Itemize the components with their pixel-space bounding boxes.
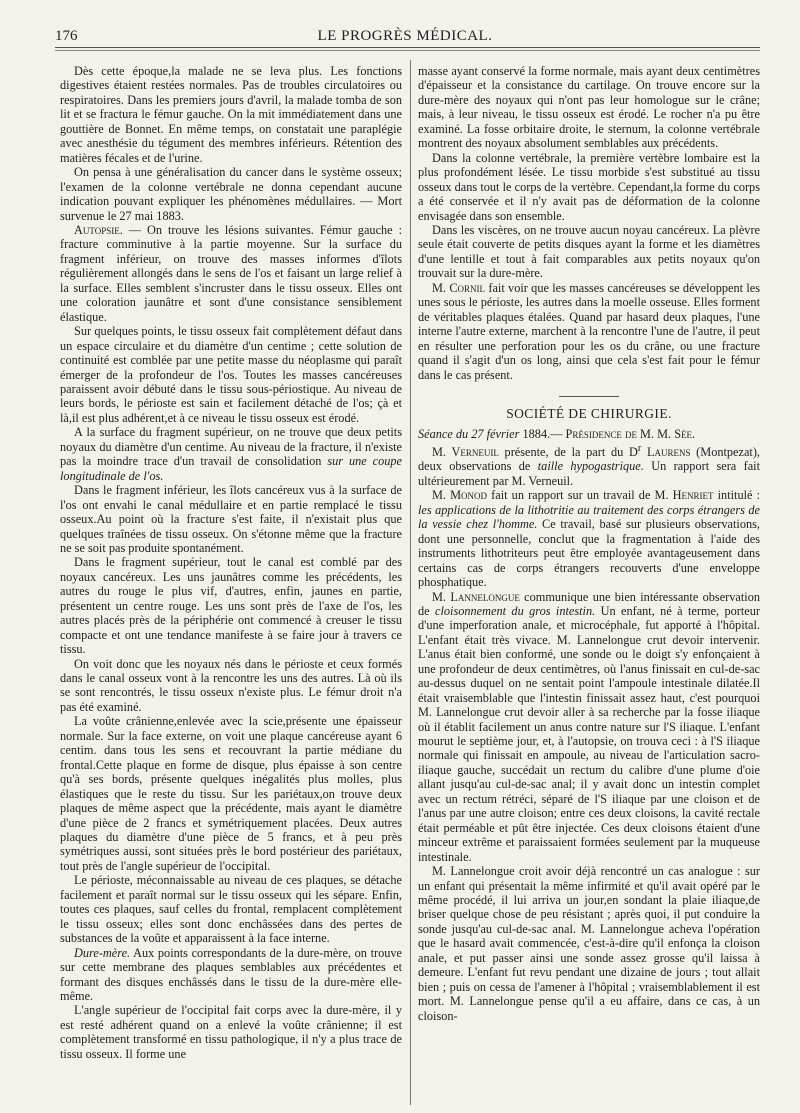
header-rule [55, 47, 760, 48]
paragraph: L'angle supérieur de l'occipital fait corps avec la dure-mère, il y est resté adhérent quand on a enlevé la voûte crânienne; il est complètement transformé en tissu pathologique, il n'y a plus trace de tissu osseux. Il forme une [60, 1003, 402, 1061]
left-column [60, 64, 402, 1104]
paragraph: Le périoste, méconnaissable au niveau de ces plaques, se détache facilement et paraît normal sur le tissu osseux qui les sépare. Enfin, toutes ces plaques, sauf celles du frontal, remplacent complètement le tissu osseux; elles sont donc enchâssées dans des pertes de substances de la voûte et apparaissent à la face interne. [60, 873, 402, 946]
paragraph: On voit donc que les noyaux nés dans le périoste et ceux formés dans le canal osseux vont à la rencontre les uns des autres. Là où ils se sont rencontrés, le tissu osseux n'existe plus. Le fémur droit n'a pas été examiné. [60, 656, 402, 714]
speaker-name: Henriet [672, 488, 714, 503]
italic-text: sur une coupe longitudinale de l'os. [60, 454, 402, 483]
paragraph: Dans le fragment inférieur, les îlots cancéreux vus à la surface de l'os ont envahi le canal médullaire et en partie remplacé le tissu osseux.Au point où la fracture s'est faite, il n'existait plus que quelques traînées de tissu osseux. On s'étonne même que la fracture ne se soit pas produite spontanément. [60, 483, 402, 555]
dure-mere-label: Dure-mère. [74, 945, 131, 960]
paragraph: Sur quelques points, le tissu osseux fait complètement défaut dans un espace circulaire et du diamètre d'un centime ; cette solution de continuité est comblée par une petite masse du néoplasme qui paraît émerger de la profondeur de l'os. Toutes les masses cancéreuses paraissent avoir débuté dans le tissu sous-périostique. Au niveau de leurs bords, le périoste est sain et facilement détaché de l'os; çà et là,il est plus adhérent,et à ce niveau le tissu osseux est érodé. [60, 324, 402, 425]
speaker-name: M. Verneuil [432, 444, 499, 459]
paragraph-monod [418, 488, 760, 589]
header-rule-thin [55, 50, 760, 51]
paragraph: Dans les viscères, on ne trouve aucun noyau cancéreux. La plèvre seule était couverte de petits disques ayant la forme et les diamètres d'une lentille et tout à fait comparables aux petits noyaux qu'on trouvait sur la dure-mère. [418, 222, 760, 281]
paragraph-text: fait voir que les masses cancéreuses se développent les unes sous le périoste, les autres dans la moelle osseuse. Elles forment de véritables plaques étalées. Quand par hasard deux plaques, l'une interne l'autre externe, marchent à la rencontre l'une de l'autre, il peut en résulter une perforation pour les os du crâne, ou une fracture quand il s'agit d'un os long, ainsi que cela s'est fait pour le fémur dans le cas présent. [418, 280, 760, 382]
paragraph-cornil [418, 281, 760, 382]
seance-line [418, 427, 760, 441]
seance-date: Séance du 27 février [418, 427, 520, 442]
paragraph-verneuil [418, 442, 760, 488]
speaker-name: M. Cornil [432, 280, 486, 295]
paragraph: On pensa à une généralisation du cancer dans le système osseux; l'examen de la colonne vertébrale ne donna cependant aucune indication pouvant expliquer les phénomènes médullaires. — Mort survenue le 27 mai 1883. [60, 165, 402, 223]
italic-text: cloisonnement du gros intestin. [435, 603, 596, 618]
column-separator [410, 60, 411, 1105]
paragraph: Dans le fragment supérieur, tout le canal est comblé par des noyaux cancéreux. Les uns jaunâtres comme les précédents, les autres du rouge le plus vif, d'autres, enfin, jaunes en partie, présentent un centre rouge. Les uns sont près de l'axe de l'os, les autres placés près de la périphérie ont commencé à creuser le tissu compacte et ont une tendance manifeste à se faire jour à travers ce tissu. [60, 555, 402, 657]
speaker-name: Laurens [641, 444, 691, 459]
paragraph-text: Un rapport sera fait ultérieurement par M. Verneuil. [418, 459, 760, 488]
section-divider [559, 396, 619, 397]
paragraph: Dès cette époque,la malade ne se leva plus. Les fonctions digestives étaient restées normales. Pas de troubles circulatoires ou respiratoires. Dans les premiers jours d'avril, la malade tomba de son lit et se fractura le fémur gauche. On la mit immédiatement dans une gouttière de Bonnet. En même temps, on constatait une paraplégie avec anesthésie du tégument des membres inférieurs. Rétention des matières fécales et de l'urine. [60, 64, 402, 165]
page-number: 176 [55, 28, 78, 44]
paragraph [60, 425, 402, 483]
section-title: SOCIÉTÉ DE CHIRURGIE. [506, 405, 672, 421]
paragraph-text: (Montpezat), deux observations de [418, 444, 760, 474]
paragraph: masse ayant conservé la forme normale, mais ayant deux centimètres d'épaisseur et la consistance du cartilage. On trouve encore sur la dure-mère des noyaux qui n'ont pas leur homologue sur le crâne; mais, à leur niveau, le tissu osseux est érodé. Le rocher n'a pu être examiné. La fosse orbitaire droite, le sternum, la colonne vertébrale montrent des noyaux absolument semblables aux précédents. [418, 64, 760, 151]
paragraph: Dans la colonne vertébrale, la première vertèbre lombaire est la plus profondément lésée. Le tissu morbide s'est substitué au tissu osseux dans tout le corps de la vertèbre. Cependant,la forme du corps a été conservée et il n'y avait pas de déformation de la colonne envisagée dans son ensemble. [418, 150, 760, 223]
paragraph-text: présente, de la part du D [498, 444, 638, 459]
speaker-name: M. Monod [432, 488, 488, 503]
paragraph-text: A la surface du fragment supérieur, on ne trouve que deux petits noyaux du diamètre d'un centime. Au niveau de la fracture, il n'existe pas la moindre trace d'un travail de consolidation [60, 425, 402, 469]
superscript: r [637, 442, 642, 454]
paragraph-lannelongue [418, 590, 760, 865]
paragraph: La voûte crânienne,enlevée avec la scie,présente une épaisseur normale. Sur la face externe, on voit une plaque cancéreuse ayant 6 centim. dans tous les sens et recouvrant la partie médiane du frontal.Cette plaque en forme de disque, plus épaisse à son centre qu'à ses bords, présente quelques inégalités plus molles, plus élastiques que le reste du tissu. Sur les pariétaux,on trouve deux plaques de même aspect que la précédente, mais ayant le diamètre d'une pièce de 2 francs et symétriquement placées. Deux autres plaques du diamètre d'une pièce de 5 francs, et à peu près symétriques aussi, sont situées près le bord postérieur des pariétaux, tout près de l'angle supérieur de l'occipital. [60, 714, 402, 873]
paragraph-dure-mere [60, 946, 402, 1004]
paragraph-text: Ce travail, basé sur plusieurs observations, dont une personnelle, conclut que la fragmentation à l'aide des instruments lithotriteurs peut être employée avantageusement dans certains cas de corps étrangers recouverts d'une enveloppe phosphatique. [418, 517, 760, 590]
running-title: LE PROGRÈS MÉDICAL. [317, 28, 493, 44]
paragraph-text: fait un rapport sur un travail de M. [487, 488, 673, 503]
seance-presidence: Présidence de M. M. Sée. [565, 427, 696, 442]
paragraph-text: intitulé : [713, 488, 760, 503]
paragraph-text: — On trouve les lésions suivantes. Fémur gauche : fracture comminutive à la partie moyenne. Sur la surface du fragment inférieur, on trouve des masses informes d'îlots régulièrement allongés dans le sens de l'os et faisant un large relief à la surface. Elles semblent s'incruster dans le tissu osseux. Elles ont une coloration jaunâtre et sont d'une consistance sensiblement élastique. [60, 222, 402, 324]
right-column [418, 64, 760, 1104]
paragraph-autopsie [60, 223, 402, 324]
seance-year: 1884.— [519, 427, 566, 442]
paragraph-text: Un enfant, né à terme, porteur d'une imperforation anale, et microcéphale, fut apporté à l'hôpital. L'enfant était très vivace. M. Lannelongue crut devoir intervenir. L'anus était bien conformé, une sonde ou le doigt s'y enfonçaient à une profondeur de deux centimètres, où l'anus finissait en cul-de-sac au-dessus duquel on ne sentait point l'ampoule intestinale dilatée.Il était vraisemblable que l'intestin finissait assez haut, c'est pourquoi M. Lannelongue crut devoir aller à sa recherche par la fosse iliaque où il établit facilement un anus contre nature sur l'S iliaque. L'enfant mourut le septième jour, et, à l'autopsie, on trouva ceci : à l'S iliaque normale qui finissait en ampoule, au niveau de l'articulation sacro-iliaque gauche, succédait un rectum du calibre d'une plume d'oie allant jusqu'au cul-de-sac anal; il y avait donc un intestin complet avec un rectum rétréci, séparé de l'S iliaque par une cloison et de l'anus par une autre cloison; entre ces deux cloisons, la cavité rectale était perméable et pût être injectée. Ces deux cloisons étaient d'une minceur extrême et paraissaient formées seulement par la muqueuse intestinale. [418, 603, 760, 864]
paragraph-text: communique une bien intéressante observation de [418, 589, 760, 618]
autopsie-label: Autopsie. [74, 222, 123, 237]
paragraph: M. Lannelongue croit avoir déjà rencontré un cas analogue : sur un enfant qui présentait la même infirmité et qu'il avait opéré par le même procédé, il lui arriva un jour,en sondant la plaie iliaque,de briser quelque chose de peu résistant ; après quoi, il put conduire la sonde jusqu'au cul-de-sac anal. M. Lannelongue acheva l'opération que le hasard avait commencée, c'est-à-dire qu'il enfonça la cloison anale, et put passer ainsi une sonde assez grosse qu'il laissa à demeure. L'enfant fut revu pendant une dizaine de jours ; tout allait bien ; puis on cessa de l'amener à l'hôpital ; vraisemblablement il est mort. M. Lannelongue pense qu'il a eu affaire, dans ce cas, à un cloison- [418, 864, 760, 1023]
speaker-name: M. Lannelongue [432, 589, 520, 604]
paragraph-text: Aux points correspondants de la dure-mère, on trouve sur cette membrane des plaques semblables aux précédentes et formant des disques enchâssés dans le tissu de la dure-mère elle-même. [60, 945, 402, 1003]
italic-text: les applications de la lithotritie au traitement des corps étrangers de la vessie chez l'homme. [418, 502, 760, 532]
italic-text: taille hypogastrique. [537, 459, 644, 474]
